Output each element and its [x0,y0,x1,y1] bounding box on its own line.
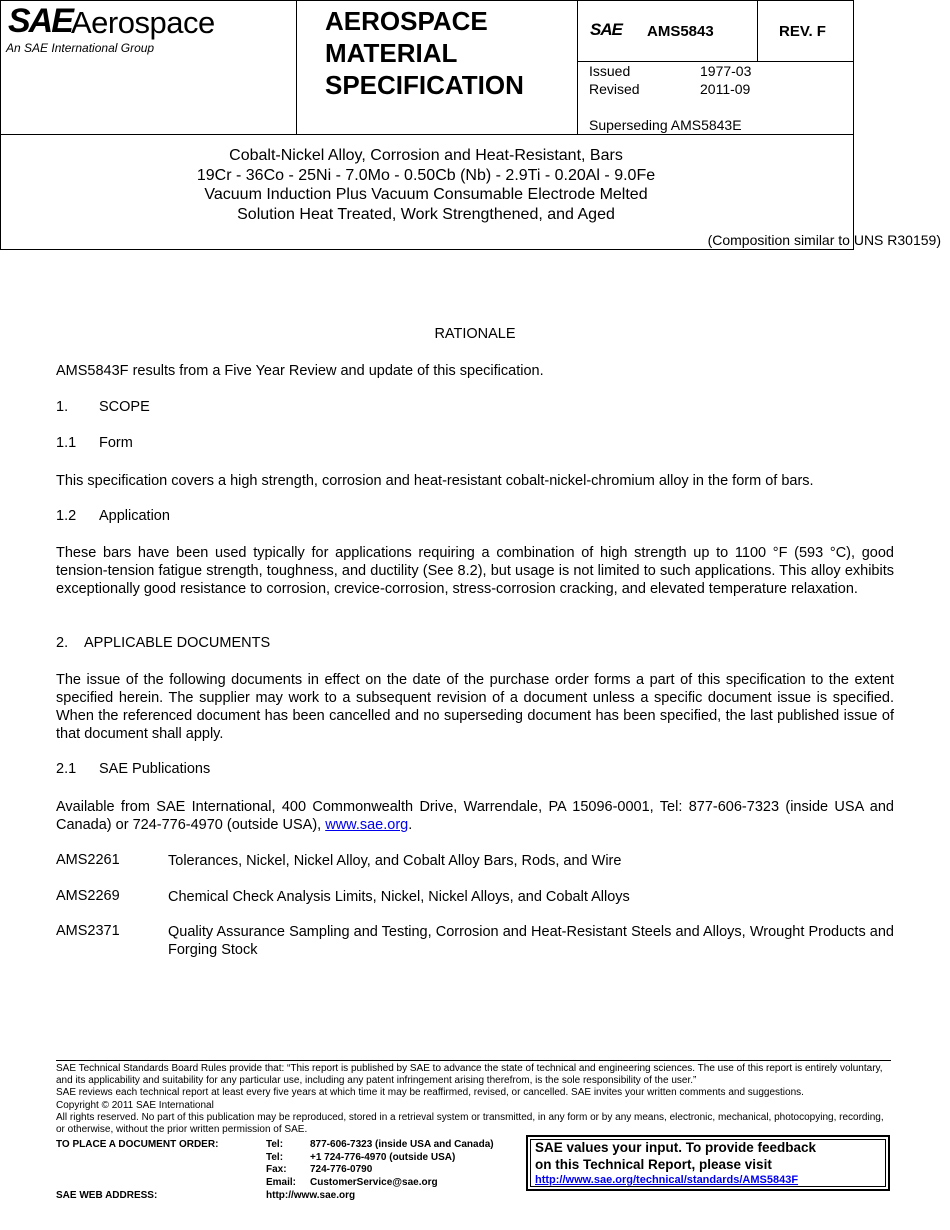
header-table [0,0,941,250]
divider [757,0,758,62]
feedback-line: on this Technical Report, please visit [535,1157,772,1172]
section-number: 2.1 [56,761,77,777]
footer-rules-text: SAE Technical Standards Board Rules provide that: “This report is published by SAE to advance the state of technical and engineering sciences. The use of this report is entirely voluntary, and its applicability and suitability for any particular use, including any patent infringement arising therefrom, is the sole responsibility of the user.” [56,1063,883,1086]
tel-value: 877-606-7323 (inside USA and Canada) [310,1139,494,1150]
title-line: 19Cr - 36Co - 25Ni - 7.0Mo - 0.50Cb (Nb) - 2.9Ti - 0.20Al - 9.0Fe [196,166,656,184]
application-text: These bars have been used typically for applications requiring a combination of high strength up to 1100 °F (593 °C), good tension-tension fatigue strength, toughness, and ductility (See 8.2), but usage is not limited to such applications. This alloy exhibits exceptionally good resistance to corrosion, crevice-corrosion, stress-corrosion cracking, and elevated temperature relaxation. [56,545,894,597]
web-label: SAE WEB ADDRESS: [56,1190,158,1201]
revised-value: 2011-09 [700,81,751,97]
title-line: Vacuum Induction Plus Vacuum Consumable Electrode Melted [204,186,648,203]
email-value: CustomerService@sae.org [310,1177,438,1188]
ref-title: Chemical Check Analysis Limits, Nickel, Nickel Alloys, and Cobalt Alloys [168,889,630,905]
publications-text: Available from SAE International, 400 Commonwealth Drive, Warrendale, PA 15096-0001, Tel: 877-606-7323 (inside USA and Canada) or 724-776-4970 (outside USA), [56,799,894,833]
divider [577,0,578,134]
web-value: http://www.sae.org [266,1190,356,1201]
feedback-line: SAE values your input. To provide feedback [535,1140,817,1155]
sae-website-link[interactable]: www.sae.org [325,817,409,833]
logo-tagline: An SAE International Group [6,41,155,55]
composition-note: (Composition similar to UNS R30159) [707,232,941,248]
title-line: Solution Heat Treated, Work Strengthened, and Aged [237,205,615,223]
section-title: APPLICABLE DOCUMENTS [84,635,271,651]
fax-label: Fax: [266,1164,287,1175]
title-line: Cobalt-Nickel Alloy, Corrosion and Heat-Resistant, Bars [229,147,623,164]
doc-number: AMS5843 [647,23,714,40]
ref-code: AMS2261 [56,852,120,868]
rationale-heading: RATIONALE [434,326,516,342]
footer-rule [56,1060,891,1061]
tel-label: Tel: [266,1152,284,1163]
footer-rights-text: All rights reserved. No part of this publication may be reproduced, stored in a retrieval system or transmitted, in any form or by any means, electronic, mechanical, photocopying, recording, or otherwise, without the prior written permission of SAE. [56,1112,884,1135]
section-application-heading [56,508,170,524]
ref-title: Tolerances, Nickel, Nickel Alloy, and Cobalt Alloy Bars, Rods, and Wire [168,853,622,869]
section-number: 1. [56,399,69,415]
superseding: Superseding AMS5843E [589,117,742,133]
footer-review-text: SAE reviews each technical report at least every five years at which time it may be reaffirmed, revised, or cancelled. SAE invites your written comments and suggestions. [56,1087,804,1098]
divider [577,61,853,62]
applicable-docs-text: The issue of the following documents in effect on the date of the purchase order forms a part of this specification to the extent specified herein. The supplier may work to a subsequent revision of a document unless a specific document issue is specified. When the referenced document has been cancelled and no superseding document has been specified, the last published issue of that document shall apply. [56,672,894,742]
order-label: TO PLACE A DOCUMENT ORDER: [56,1139,219,1150]
fax-value: 724-776-0790 [310,1164,373,1175]
section-title: SAE Publications [99,761,211,777]
spec-title-line: SPECIFICATION [325,70,524,100]
feedback-link[interactable]: http://www.sae.org/technical/standards/AMS5843F [535,1174,799,1186]
feedback-box [526,1135,890,1191]
section-number: 2. [56,635,69,651]
issued-label: Issued [589,63,631,79]
spec-title-line: MATERIAL [325,38,458,68]
period: . [408,817,413,833]
tel-value: +1 724-776-4970 (outside USA) [310,1152,456,1163]
footer-copyright: Copyright © 2011 SAE International [56,1100,214,1111]
revision: REV. F [779,23,826,40]
issued-value: 1977-03 [700,63,752,79]
ref-code: AMS2269 [56,888,120,904]
small-sae-logo: SAE [590,20,622,39]
section-applicable-docs-heading [56,635,270,651]
spec-title-line: AEROSPACE [325,6,488,36]
sae-publications-text [56,798,894,834]
ref-title: Quality Assurance Sampling and Testing, Corrosion and Heat-Resistant Steels and Alloys, Wrought Products and Forging Stock [168,924,894,958]
document-title [0,146,852,224]
form-text: This specification covers a high strength, corrosion and heat-resistant cobalt-nickel-chromium alloy in the form of bars. [56,473,814,489]
section-title: SCOPE [99,399,150,415]
section-title: Form [99,435,133,451]
section-sae-publications-heading [56,761,210,777]
ref-code: AMS2371 [56,923,120,939]
tel-label: Tel: [266,1139,284,1150]
section-scope-heading [56,399,150,415]
logo-word: Aerospace [71,5,215,40]
logo-mark: SAE [8,2,72,40]
divider [0,134,853,135]
section-number: 1.1 [56,435,77,451]
divider [296,0,297,134]
email-label: Email: [266,1177,297,1188]
section-form-heading [56,435,133,451]
section-title: Application [99,508,170,524]
section-number: 1.2 [56,508,77,524]
revised-label: Revised [589,81,640,97]
spec-title [325,5,524,101]
rationale-text: AMS5843F results from a Five Year Review and update of this specification. [56,363,544,379]
